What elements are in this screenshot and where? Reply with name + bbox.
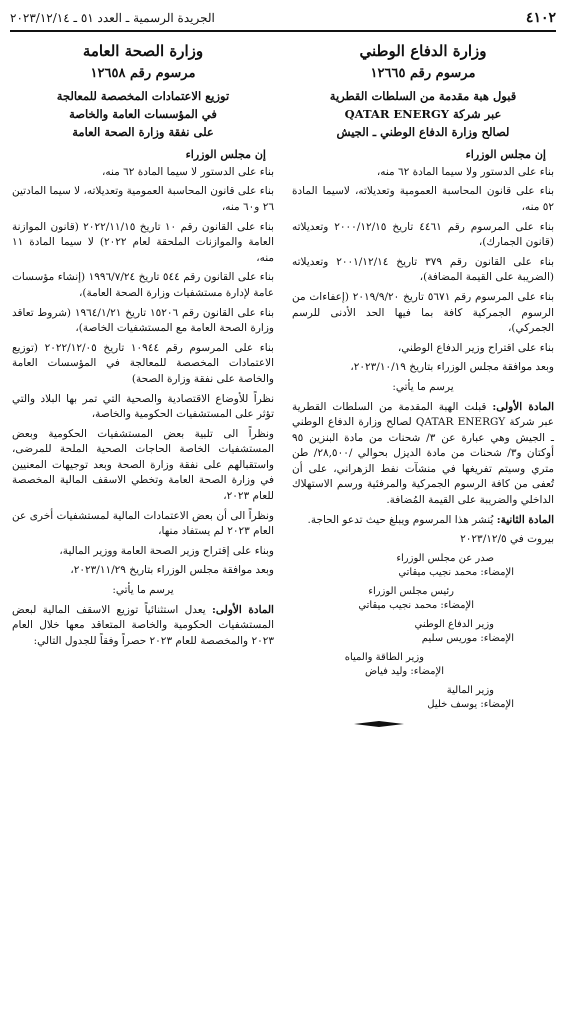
decree-subject: [12, 87, 274, 141]
council-heading: إن مجلس الوزراء: [185, 148, 266, 162]
signature-title: وزير الطاقة والمياه: [344, 651, 424, 663]
signature-name: الإمضاء: محمد نجيب ميقاتي: [398, 566, 514, 578]
preamble-paragraph: ونظراً الى تلبية بعض المستشفيات الحكومية وبعض المستشفيات الخاصة الحاجات الصحية الملحة للمرضى، واستقبالهم على نفقة وزارة الصحة وبعد توجيهات المعنيين في وزارة الصحة العامة وتخطي الاسقف المالية المخصصة للعام ٢٠٢٣،: [12, 427, 274, 503]
preamble-paragraph: بناء على المرسوم رقم ١٠٩٤٤ تاريخ ٢٠٢٢/١٢/٠٥ (توزيع الاعتمادات المخصصة للمعالجة في المؤسسات العامة والخاصة على نفقة وزارة الصحة): [12, 341, 274, 385]
preamble-paragraph: بناء على قانون المحاسبة العمومية وتعديلاته، لاسيما المادة ٥٢ منه،: [292, 185, 554, 213]
signature-block: [292, 651, 554, 679]
subject-line: قبول هبة مقدمة من السلطات القطرية: [329, 89, 517, 104]
preamble-paragraph: بناء على القانون رقم ١٠ تاريخ ٢٠٢٢/١١/١٥ (قانون الموازنة العامة والموازنات الملحقة لعام ٢٠٢٢) لا سيما المادة ١١ منه،: [12, 220, 274, 264]
subject-line: على نفقة وزارة الصحة العامة: [72, 125, 214, 140]
article-label: المادة الأولى:: [212, 603, 274, 616]
subject-line: في المؤسسات العامة والخاصة: [69, 107, 217, 122]
date-line: بيروت في ٢٠٢٣/١٢/٥: [460, 533, 554, 546]
page-header: [10, 6, 556, 32]
article-one: [12, 603, 274, 650]
article-label: المادة الأولى:: [492, 400, 554, 413]
signature-name: الإمضاء: موريس سليم: [421, 632, 514, 644]
article-two: [292, 513, 554, 529]
subject-line: لصالح وزارة الدفاع الوطني ـ الجيش: [336, 125, 510, 140]
preamble-paragraph: بناء على الدستور لا سيما المادة ٦٢ منه،: [101, 165, 274, 178]
decrees-line: يرسم ما يأتي:: [112, 584, 174, 597]
preamble-paragraph: وبعد موافقة مجلس الوزراء بتاريخ ٢٠٢٣/١٠/١٩،: [350, 361, 554, 374]
decree-subject: [292, 87, 554, 141]
signatures: [292, 552, 554, 712]
signature-block: [292, 552, 554, 580]
preamble-paragraph: بناء على الدستور ولا سيما المادة ٦٢ منه،: [376, 165, 554, 178]
preamble-paragraph: بناء على المرسوم رقم ٤٤٦١ تاريخ ٢٠٠٠/١٢/١٥ وتعديلاته (قانون الجمارك)،: [292, 220, 554, 249]
ministry-title: وزارة الدفاع الوطني: [359, 42, 487, 60]
signature-title: وزير الدفاع الوطني: [414, 618, 494, 630]
preamble-paragraph: بناء على القانون رقم ١٥٢٠٦ تاريخ ١٩٦٤/١/٢١ (شروط تعاقد وزارة الصحة العامة مع المستشفيات الخاصة)،: [12, 306, 274, 335]
article-text: يعدل استثنائياً توزيع الاسقف المالية لبعض المستشفيات الحكومية والخاصة المتعاقد معها خلال العام ٢٠٢٣ والمخصصة للعام ٢٠٢٣ حصراً وفقاً للجدول التالي:: [12, 603, 274, 647]
preamble-paragraph: بناء على القانون رقم ٣٧٩ تاريخ ٢٠٠١/١٢/١٤ وتعديلاته (الضريبة على القيمة المضافة)،: [292, 255, 554, 284]
article-label: المادة الثانية:: [496, 513, 554, 526]
decree-number: مرسوم رقم ١٢٦٦٥: [370, 65, 476, 81]
signature-block: [292, 585, 554, 613]
page-number: ٤١٠٢: [525, 10, 556, 26]
article-text: قبلت الهبة المقدمة من السلطات القطرية عبر شركة QATAR ENERGY لصالح وزارة الدفاع الوطني ـ الجيش وهي عبارة عن ٣/ شحنات من مادة البنزين ٩٥ أوكتان و٣/ شحنات من مادة الديزل بحوالي /٢٨,٥٠٠/ طن متري وسيتم تفريغها في منشآت نفط الزهراني، على أن تُعفى من كافة الرسوم الجمركية والمرفئية ورسم الاستهلاك الداخلي والضريبة على القيمة المُضافة.: [292, 400, 554, 507]
council-heading: إن مجلس الوزراء: [465, 148, 546, 162]
signature-title: وزير المالية: [446, 684, 494, 696]
decrees-line: يرسم ما يأتي:: [392, 380, 454, 393]
preamble-paragraph: بناء على اقتراح وزير الدفاع الوطني،: [397, 341, 554, 354]
article-one: [292, 400, 554, 509]
health-ministry-column: [12, 40, 274, 653]
signature-title: رئيس مجلس الوزراء: [368, 585, 454, 597]
preamble-paragraph: نظراً للأوضاع الاقتصادية والصحية التي تمر بها البلاد والتي تؤثر على المستشفيات الحكومية والخاصة،: [12, 392, 274, 421]
preamble-paragraph: ونظراً الى أن بعض الاعتمادات المالية لمستشفيات أخرى عن العام ٢٠٢٣ لم يستفاد منها،: [12, 509, 274, 538]
signature-name: الإمضاء: يوسف خليل: [427, 698, 514, 710]
defense-ministry-column: [292, 40, 554, 732]
article-text: يُنشر هذا المرسوم ويبلغ حيث تدعو الحاجة.: [307, 513, 494, 526]
preamble-paragraph: وبناء على إقتراح وزير الصحة العامة ووزير المالية،: [59, 544, 274, 557]
preamble-paragraph: بناء على المرسوم رقم ٥٦٧١ تاريخ ٢٠١٩/٩/٢٠ (إعفاءات من الرسوم الجمركية كافة بما فيها الحد الأدنى للرسم الجمركي)،: [292, 290, 555, 335]
signature-block: [292, 618, 554, 646]
ministry-title: وزارة الصحة العامة: [82, 42, 204, 60]
signature-title: صدر عن مجلس الوزراء: [396, 552, 494, 564]
subject-line: عبر شركة QATAR ENERGY: [344, 107, 502, 122]
preamble-paragraph: وبعد موافقة مجلس الوزراء بتاريخ ٢٠٢٣/١١/٢٩،: [70, 564, 274, 577]
decree-number: مرسوم رقم ١٢٦٥٨: [90, 65, 196, 81]
signature-block: [292, 684, 554, 712]
signature-name: الإمضاء: وليد فياض: [364, 665, 444, 677]
subject-line: توزيع الاعتمادات المخصصة للمعالجة: [56, 89, 230, 104]
signature-name: الإمضاء: محمد نجيب ميقاتي: [358, 599, 474, 611]
preamble-paragraph: بناء على قانون المحاسبة العمومية وتعديلاته، لا سيما المادتين ٢٦ و٦٠ منه،: [12, 185, 274, 213]
gazette-issue-line: الجريدة الرسمية ـ العدد ٥١ ـ ٢٠٢٣/١٢/١٤: [10, 11, 215, 25]
end-ornament-icon: [354, 721, 404, 727]
preamble-paragraph: بناء على القانون رقم ٥٤٤ تاريخ ١٩٩٦/٧/٢٤ (إنشاء مؤسسات عامة لإدارة مستشفيات وزارة الصحة العامة)،: [12, 271, 274, 299]
